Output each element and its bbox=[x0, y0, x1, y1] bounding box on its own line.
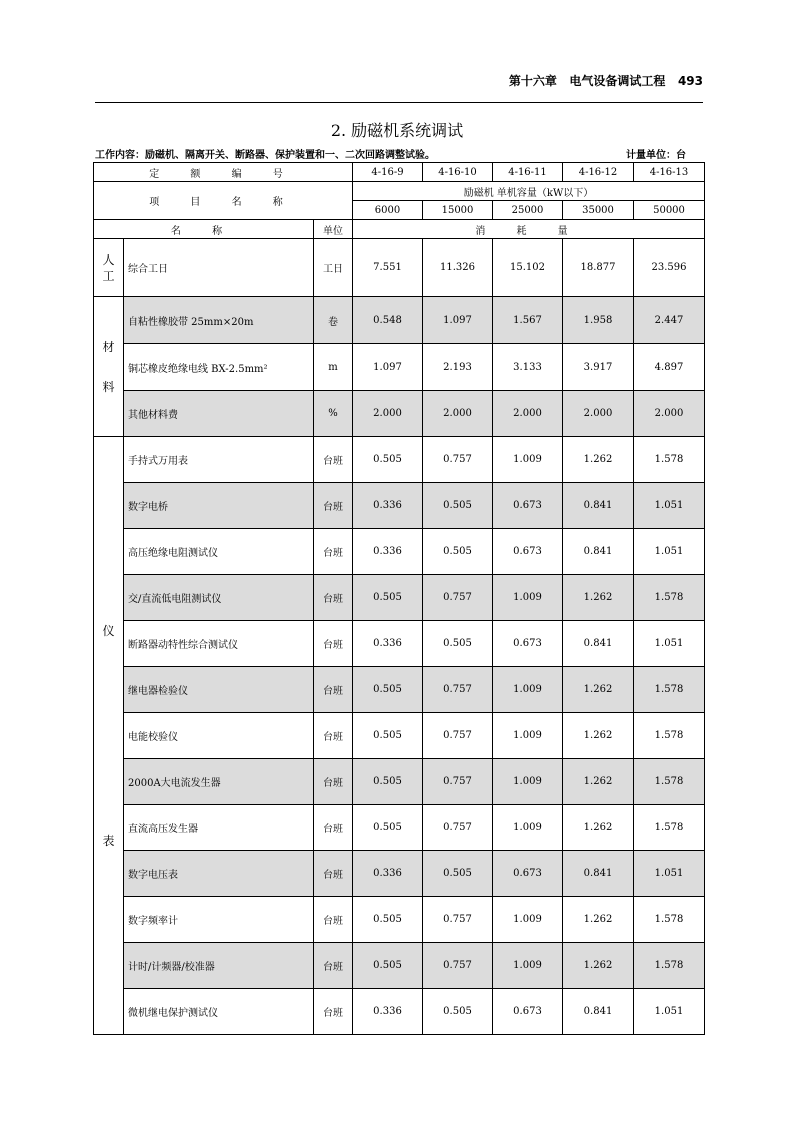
consumption-value: 0.548 bbox=[353, 297, 423, 344]
item-unit: 台班 bbox=[314, 713, 353, 759]
consumption-value: 1.262 bbox=[563, 897, 634, 943]
item-name: 交/直流低电阻测试仪 bbox=[124, 575, 314, 621]
quota-code: 4-16-9 bbox=[353, 163, 423, 182]
capacity-value: 25000 bbox=[493, 201, 563, 220]
item-unit: 台班 bbox=[314, 851, 353, 897]
item-name: 电能校验仪 bbox=[124, 713, 314, 759]
consumption-value: 2.000 bbox=[423, 391, 493, 437]
consumption-value: 3.917 bbox=[563, 344, 634, 391]
consumption-value: 1.567 bbox=[493, 297, 563, 344]
item-unit: 台班 bbox=[314, 529, 353, 575]
consumption-value: 0.673 bbox=[493, 851, 563, 897]
consumption-value: 4.897 bbox=[634, 344, 705, 391]
capacity-value: 50000 bbox=[634, 201, 705, 220]
consumption-value: 0.757 bbox=[423, 805, 493, 851]
consumption-value: 0.673 bbox=[493, 483, 563, 529]
consumption-value: 1.051 bbox=[634, 483, 705, 529]
capacity-value: 6000 bbox=[353, 201, 423, 220]
work-content: 工作内容：励磁机、隔离开关、断路器、保护装置和一、二次回路调整试验。 bbox=[95, 150, 435, 161]
consumption-value: 1.009 bbox=[493, 943, 563, 989]
consumption-value: 0.505 bbox=[353, 437, 423, 483]
item-unit: 台班 bbox=[314, 989, 353, 1035]
name-column-header: 名 称 bbox=[94, 220, 314, 239]
consumption-value: 1.009 bbox=[493, 759, 563, 805]
consumption-value: 0.505 bbox=[423, 483, 493, 529]
consumption-value: 1.578 bbox=[634, 897, 705, 943]
instruments-row bbox=[94, 667, 705, 713]
consumption-value: 1.009 bbox=[493, 897, 563, 943]
item-name: 数字电桥 bbox=[124, 483, 314, 529]
consumption-value: 0.505 bbox=[353, 943, 423, 989]
item-name: 计时/计频器/校准器 bbox=[124, 943, 314, 989]
consumption-value: 0.757 bbox=[423, 575, 493, 621]
consumption-value: 0.505 bbox=[353, 897, 423, 943]
item-unit: 台班 bbox=[314, 575, 353, 621]
consumption-value: 0.505 bbox=[353, 713, 423, 759]
capacity-value: 15000 bbox=[423, 201, 493, 220]
instruments-row bbox=[94, 897, 705, 943]
consumption-value: 1.578 bbox=[634, 667, 705, 713]
item-name: 铜芯橡皮绝缘电线 BX-2.5mm² bbox=[124, 344, 314, 391]
instruments-row bbox=[94, 989, 705, 1035]
consumption-value: 1.578 bbox=[634, 713, 705, 759]
consumption-value: 11.326 bbox=[423, 239, 493, 297]
consumption-value: 0.336 bbox=[353, 989, 423, 1035]
item-name: 微机继电保护测试仪 bbox=[124, 989, 314, 1035]
consumption-value: 1.262 bbox=[563, 805, 634, 851]
page-number: 493 bbox=[677, 74, 703, 88]
consumption-value: 0.841 bbox=[563, 529, 634, 575]
item-name-label: 项 目 名 称 bbox=[94, 182, 353, 220]
consumption-value: 0.757 bbox=[423, 437, 493, 483]
quota-code-row bbox=[94, 163, 705, 182]
consumption-value: 2.000 bbox=[634, 391, 705, 437]
consumption-value: 0.841 bbox=[563, 621, 634, 667]
unit-column-header: 单位 bbox=[314, 220, 353, 239]
section-label: 电气设备调试工程 bbox=[569, 74, 666, 88]
consumption-value: 0.757 bbox=[423, 897, 493, 943]
consumption-value: 0.505 bbox=[423, 851, 493, 897]
consumption-value: 0.336 bbox=[353, 851, 423, 897]
item-unit: 工日 bbox=[314, 239, 353, 297]
running-header-text bbox=[509, 72, 703, 89]
item-unit: m bbox=[314, 344, 353, 391]
item-unit: 台班 bbox=[314, 667, 353, 713]
consumption-value: 3.133 bbox=[493, 344, 563, 391]
item-name: 手持式万用表 bbox=[124, 437, 314, 483]
consumption-value: 1.958 bbox=[563, 297, 634, 344]
consumption-value: 0.841 bbox=[563, 483, 634, 529]
page-title: 2. 励磁机系统调试 bbox=[330, 121, 464, 140]
consumption-header: 消 耗 量 bbox=[353, 220, 705, 239]
item-unit: 台班 bbox=[314, 437, 353, 483]
consumption-value: 0.673 bbox=[493, 621, 563, 667]
consumption-value: 15.102 bbox=[493, 239, 563, 297]
consumption-value: 1.009 bbox=[493, 437, 563, 483]
consumption-value: 1.262 bbox=[563, 575, 634, 621]
consumption-value: 2.447 bbox=[634, 297, 705, 344]
consumption-value: 0.673 bbox=[493, 529, 563, 575]
item-name: 自粘性橡胶带 25mm×20m bbox=[124, 297, 314, 344]
capacity-value: 35000 bbox=[563, 201, 634, 220]
consumption-value: 1.051 bbox=[634, 621, 705, 667]
consumption-value: 0.505 bbox=[353, 667, 423, 713]
instruments-row bbox=[94, 529, 705, 575]
quota-code: 4-16-11 bbox=[493, 163, 563, 182]
materials-row bbox=[94, 297, 705, 344]
capacity-label: 励磁机 单机容量（kW以下） bbox=[353, 182, 705, 201]
consumption-value: 1.051 bbox=[634, 529, 705, 575]
consumption-value: 23.596 bbox=[634, 239, 705, 297]
instruments-row bbox=[94, 621, 705, 667]
item-unit: 台班 bbox=[314, 621, 353, 667]
consumption-value: 0.841 bbox=[563, 989, 634, 1035]
instruments-category bbox=[94, 437, 124, 1035]
consumption-value: 1.009 bbox=[493, 575, 563, 621]
consumption-value: 0.757 bbox=[423, 943, 493, 989]
column-header-row bbox=[94, 220, 705, 239]
consumption-value: 1.262 bbox=[563, 667, 634, 713]
instruments-row bbox=[94, 437, 705, 483]
consumption-value: 2.000 bbox=[493, 391, 563, 437]
consumption-value: 1.097 bbox=[423, 297, 493, 344]
category-label: 材 料 bbox=[102, 339, 115, 394]
item-name: 综合工日 bbox=[124, 239, 314, 297]
consumption-value: 0.505 bbox=[423, 529, 493, 575]
item-unit: 台班 bbox=[314, 759, 353, 805]
consumption-value: 18.877 bbox=[563, 239, 634, 297]
category-label: 人 工 bbox=[102, 252, 115, 283]
instruments-row bbox=[94, 805, 705, 851]
quota-table bbox=[93, 162, 705, 1035]
item-name: 其他材料费 bbox=[124, 391, 314, 437]
labor-row bbox=[94, 239, 705, 297]
instruments-row bbox=[94, 575, 705, 621]
item-name: 2000A大电流发生器 bbox=[124, 759, 314, 805]
item-name: 数字频率计 bbox=[124, 897, 314, 943]
consumption-value: 1.009 bbox=[493, 805, 563, 851]
consumption-value: 0.505 bbox=[423, 989, 493, 1035]
quota-code: 4-16-10 bbox=[423, 163, 493, 182]
instruments-row bbox=[94, 851, 705, 897]
consumption-value: 1.009 bbox=[493, 667, 563, 713]
item-unit: 台班 bbox=[314, 805, 353, 851]
consumption-value: 0.505 bbox=[353, 575, 423, 621]
running-header bbox=[95, 72, 703, 103]
materials-row bbox=[94, 344, 705, 391]
quota-code: 4-16-13 bbox=[634, 163, 705, 182]
consumption-value: 2.000 bbox=[563, 391, 634, 437]
consumption-value: 1.051 bbox=[634, 851, 705, 897]
instruments-row bbox=[94, 759, 705, 805]
chapter-label: 第十六章 bbox=[508, 74, 557, 88]
measurement-unit: 计量单位：台 bbox=[626, 150, 686, 161]
consumption-value: 0.757 bbox=[423, 667, 493, 713]
consumption-value: 1.262 bbox=[563, 437, 634, 483]
consumption-value: 0.757 bbox=[423, 713, 493, 759]
consumption-value: 0.505 bbox=[353, 759, 423, 805]
consumption-value: 2.000 bbox=[353, 391, 423, 437]
item-unit: % bbox=[314, 391, 353, 437]
quota-code: 4-16-12 bbox=[563, 163, 634, 182]
item-name: 数字电压表 bbox=[124, 851, 314, 897]
category-label: 仪 表 bbox=[102, 623, 115, 848]
consumption-value: 2.193 bbox=[423, 344, 493, 391]
item-name: 高压绝缘电阻测试仪 bbox=[124, 529, 314, 575]
consumption-value: 0.336 bbox=[353, 529, 423, 575]
consumption-value: 1.262 bbox=[563, 943, 634, 989]
consumption-value: 0.505 bbox=[353, 805, 423, 851]
item-name: 继电器检验仪 bbox=[124, 667, 314, 713]
consumption-value: 1.578 bbox=[634, 575, 705, 621]
consumption-value: 0.505 bbox=[423, 621, 493, 667]
item-unit: 台班 bbox=[314, 483, 353, 529]
consumption-value: 1.051 bbox=[634, 989, 705, 1035]
capacity-label-row bbox=[94, 182, 705, 201]
instruments-row bbox=[94, 943, 705, 989]
consumption-value: 0.336 bbox=[353, 621, 423, 667]
consumption-value: 1.578 bbox=[634, 943, 705, 989]
item-name: 断路器动特性综合测试仪 bbox=[124, 621, 314, 667]
consumption-value: 1.578 bbox=[634, 805, 705, 851]
consumption-value: 1.009 bbox=[493, 713, 563, 759]
instruments-row bbox=[94, 483, 705, 529]
item-unit: 卷 bbox=[314, 297, 353, 344]
consumption-value: 0.336 bbox=[353, 483, 423, 529]
labor-category bbox=[94, 239, 124, 297]
consumption-value: 1.262 bbox=[563, 759, 634, 805]
quota-code-label: 定 额 编 号 bbox=[94, 163, 353, 182]
item-unit: 台班 bbox=[314, 897, 353, 943]
item-unit: 台班 bbox=[314, 943, 353, 989]
materials-category bbox=[94, 297, 124, 437]
consumption-value: 0.841 bbox=[563, 851, 634, 897]
consumption-value: 1.262 bbox=[563, 713, 634, 759]
item-name: 直流高压发生器 bbox=[124, 805, 314, 851]
materials-row bbox=[94, 391, 705, 437]
consumption-value: 1.578 bbox=[634, 759, 705, 805]
consumption-value: 7.551 bbox=[353, 239, 423, 297]
instruments-row bbox=[94, 713, 705, 759]
consumption-value: 0.757 bbox=[423, 759, 493, 805]
consumption-value: 1.097 bbox=[353, 344, 423, 391]
consumption-value: 0.673 bbox=[493, 989, 563, 1035]
consumption-value: 1.578 bbox=[634, 437, 705, 483]
